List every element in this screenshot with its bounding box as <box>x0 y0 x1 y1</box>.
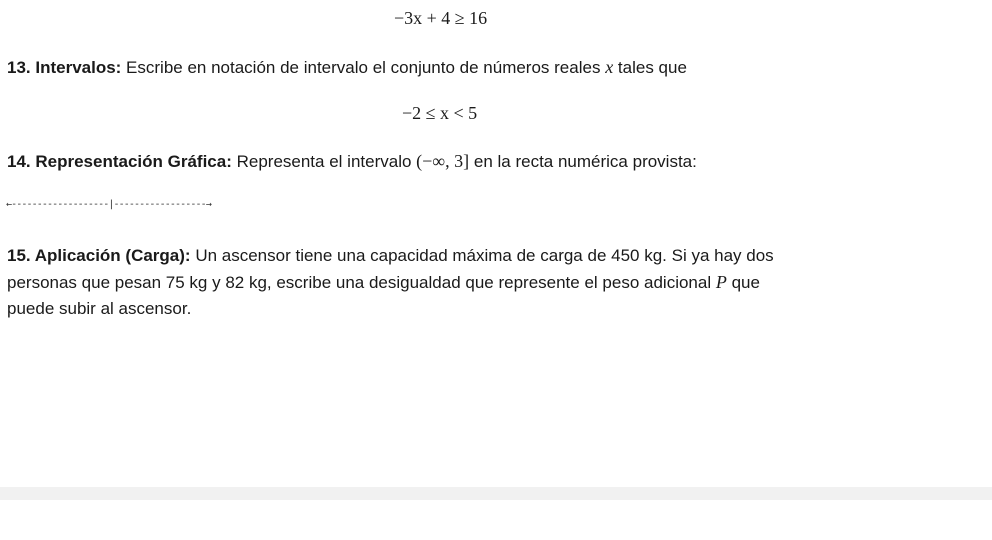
question-15 <box>7 243 774 322</box>
question-15-line-1-text: Un ascensor tiene una capacidad máxima de carga de 450 kg. Si ya hay dos <box>190 246 774 265</box>
question-13-text-after: tales que <box>613 58 687 77</box>
question-14-interval: (−∞, 3] <box>416 151 470 171</box>
question-14-text-before: Representa el intervalo <box>231 152 417 171</box>
question-15-variable: P <box>715 272 727 292</box>
question-15-line-2-before: personas que pesan 75 kg y 82 kg, escribe una desigualdad que represente el peso adicional <box>7 273 716 292</box>
inequality-text: −3x + 4 ≥ 16 <box>394 8 488 28</box>
question-14 <box>7 148 697 175</box>
question-15-line-2-after: que <box>726 273 760 292</box>
question-13-label: 13. Intervalos: <box>7 58 122 77</box>
interval-condition <box>402 103 477 124</box>
question-15-line-1 <box>7 243 774 269</box>
question-15-line-2 <box>7 269 774 296</box>
page-separator <box>0 487 992 500</box>
question-14-text-after: en la recta numérica provista: <box>469 152 697 171</box>
question-15-line-3: puede subir al ascensor. <box>7 299 192 318</box>
question-13 <box>7 54 687 81</box>
interval-condition-text: −2 ≤ x < 5 <box>402 103 478 123</box>
inequality-equation <box>394 8 487 29</box>
question-13-text-before: Escribe en notación de intervalo el conjunto de números reales <box>121 58 606 77</box>
question-15-label: 15. Aplicación (Carga): <box>7 246 191 265</box>
question-14-label: 14. Representación Gráfica: <box>7 152 232 171</box>
number-line: ←-------------------|------------------→ <box>6 199 211 210</box>
partial-logo-mark <box>820 536 916 540</box>
next-page-area <box>0 500 992 540</box>
question-13-variable: x <box>605 57 614 77</box>
